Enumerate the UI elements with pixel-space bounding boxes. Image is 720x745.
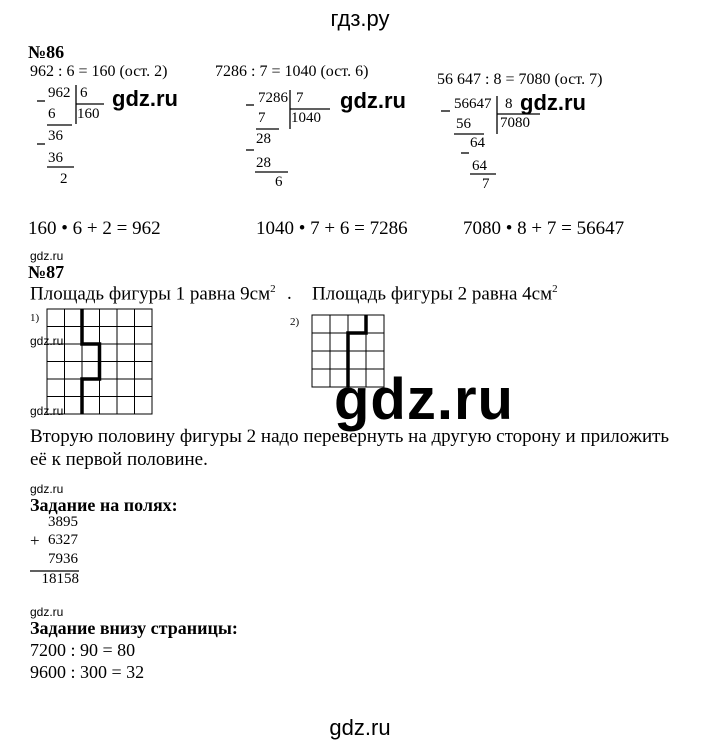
watermark: gdz.ru: [340, 88, 406, 113]
watermark: gdz.ru: [30, 334, 64, 348]
division-2-equation: 7286 : 7 = 1040 (ост. 6): [215, 63, 369, 80]
division-2-dividend: 7286: [258, 90, 288, 106]
division-1-step-3: 36: [48, 150, 63, 166]
division-1-dividend: 962: [48, 85, 71, 101]
site-title: гдз.ру: [330, 6, 390, 31]
division-3-equation: 56 647 : 8 = 7080 (ост. 7): [437, 71, 603, 88]
exercise-86-heading: №86: [28, 42, 65, 62]
plus-sign: +: [30, 531, 40, 550]
figure-2-label: 2): [290, 316, 300, 328]
watermark-large: gdz.ru: [334, 367, 514, 432]
watermark: gdz.ru: [520, 90, 586, 115]
area-statement-1: Площадь фигуры 1 равна $9см^2$: [30, 283, 276, 305]
division-3-remainder: 7: [482, 176, 490, 192]
division-1-step-1: 6: [48, 106, 56, 122]
division-3-dividend: 56647: [454, 96, 492, 112]
division-1-equation: 962 : 6 = 160 (ост. 2): [30, 63, 168, 80]
division-2-step-3: 28: [256, 155, 271, 171]
bottom-task-line-1: 7200 : 90 = 80: [30, 640, 136, 660]
division-2-step-1: 7: [258, 110, 266, 126]
division-3-step-1: 56: [456, 116, 471, 132]
watermark: gdz.ru: [30, 249, 64, 263]
addend-1: 3895: [48, 514, 78, 530]
watermark: gdz.ru: [112, 86, 178, 111]
addend-3: 7936: [48, 551, 78, 567]
division-1-divisor: 6: [80, 85, 88, 101]
figure-1-grid: [46, 308, 156, 418]
bottom-task-title: Задание внизу страницы:: [30, 618, 238, 638]
figure-1-label: 1): [30, 312, 40, 324]
watermark: gdz.ru: [30, 404, 64, 418]
division-3-quotient: 7080: [500, 115, 530, 131]
division-1-check: 160 • 6 + 2 = 962: [28, 218, 161, 239]
explanation-line-1: Вторую половину фигуры 2 надо перевернуть на другую сторону и приложить: [30, 426, 670, 447]
area-separator: .: [287, 283, 292, 304]
footer-watermark: gdz.ru: [329, 715, 391, 740]
bottom-task-line-2: 9600 : 300 = 32: [30, 662, 145, 682]
division-1-step-2: 36: [48, 128, 63, 144]
exercise-87-heading: №87: [28, 262, 65, 282]
division-3-step-3: 64: [472, 158, 487, 174]
watermark: gdz.ru: [30, 605, 64, 619]
division-2-check: 1040 • 7 + 6 = 7286: [256, 218, 408, 239]
sum-result: 18158: [41, 571, 79, 587]
watermark: gdz.ru: [30, 482, 64, 496]
addend-2: 6327: [48, 532, 78, 548]
division-3-divisor: 8: [505, 96, 513, 112]
area-statement-2: Площадь фигуры 2 равна $4см^2$: [312, 283, 558, 305]
margin-task-title: Задание на полях:: [30, 495, 178, 515]
division-1-quotient: 160: [77, 106, 100, 122]
explanation-line-2: её к первой половине.: [30, 449, 208, 470]
division-2-step-2: 28: [256, 131, 271, 147]
division-1-remainder: 2: [60, 171, 68, 187]
division-2-quotient: 1040: [291, 110, 321, 126]
division-3-step-2: 64: [470, 135, 485, 151]
division-3-check: 7080 • 8 + 7 = 56647: [463, 218, 625, 239]
division-2-remainder: 6: [275, 174, 283, 190]
division-2-divisor: 7: [296, 90, 304, 106]
